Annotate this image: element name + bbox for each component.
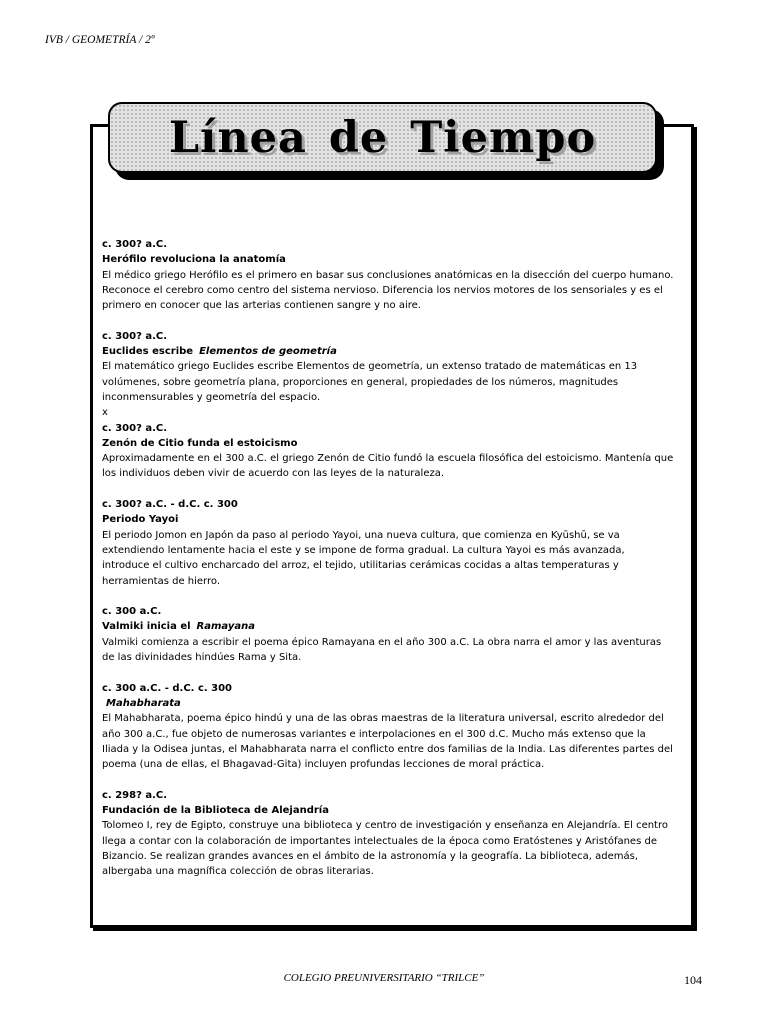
entry-body: El matemático griego Euclides escribe Elementos de geometría, un extenso tratado de matemáticas en 13 volúmenes, sobre geometría plana, proporciones en general, propiedades de los números, magnitudes inconmensurables y geometría del espacio. — [102, 361, 638, 403]
timeline-content — [102, 237, 674, 895]
entry-body: El médico griego Herófilo es el primero en basar sus conclusiones anatómicas en la disección del cuerpo humano. Reconoce el cerebro como centro del sistema nervioso. Diferencia los nervios motores de los sensoriales y es el primero en conocer que las arterias contienen sangre y no aire. — [102, 269, 674, 312]
entry-headline: Fundación de la Biblioteca de Alejandría — [102, 804, 329, 816]
entry-body: Valmiki comienza a escribir el poema épico Ramayana en el año 300 a.C. La obra narra el amor y las aventuras de las divinidades hindúes Rama y Sita. — [102, 636, 662, 664]
entry-date: c. 300? a.C. - d.C. c. 300 — [102, 499, 238, 511]
entry-date: c. 300? a.C. — [102, 422, 168, 434]
running-header: IVB / GEOMETRÍA / 2º — [45, 34, 155, 46]
timeline-entry — [102, 497, 674, 589]
entry-date: c. 300? a.C. — [102, 330, 168, 342]
entry-date: c. 300 a.C. - d.C. c. 300 — [102, 682, 233, 694]
entry-headline: Valmiki inicia el Ramayana — [102, 621, 255, 633]
entry-headline: Herófilo revoluciona la anatomía — [102, 254, 286, 266]
entry-headline-title: Mahabharata — [106, 697, 181, 709]
entry-date: c. 298? a.C. — [102, 789, 168, 801]
entry-body: Tolomeo I, rey de Egipto, construye una biblioteca y centro de investigación y enseñanza en Alejandría. El centro llega a contar con la colaboración de importantes intelectuales de la época como Eratóstenes y Aristófanes de Bizancio. Se realizan grandes avances en el ámbito de la astronomía y la geografía. La biblioteca, además, albergaba una magnífica colección de obras literarias. — [102, 820, 668, 878]
entry-date: c. 300? a.C. — [102, 239, 168, 250]
footer-school-name: COLEGIO PREUNIVERSITARIO “TRILCE” — [283, 972, 485, 984]
page-title: Línea de Tiempo — [168, 112, 597, 163]
timeline-entry — [102, 788, 674, 880]
entry-headline: Periodo Yayoi — [102, 514, 179, 526]
entry-headline: Euclides escribe Elementos de geometría — [102, 346, 337, 358]
timeline-entry — [102, 237, 674, 313]
timeline-entry — [102, 421, 674, 482]
stray-mark: x — [102, 407, 108, 419]
entry-headline-title: Ramayana — [196, 621, 255, 633]
timeline-entry — [102, 681, 674, 773]
entry-headline: Zenón de Citio funda el estoicismo — [102, 437, 298, 449]
entry-headline — [102, 696, 674, 711]
timeline-entry — [102, 604, 674, 665]
page-number: 104 — [684, 973, 702, 987]
title-banner — [108, 102, 657, 173]
entry-date: c. 300 a.C. — [102, 606, 162, 618]
entry-headline-title: Elementos de geometría — [199, 346, 337, 358]
entry-body: El periodo Jomon en Japón da paso al periodo Yayoi, una nueva cultura, que comienza en Kyūshū, se va extendiendo lentamente hacia el este y se impone de forma gradual. La cultura Yayoi es más avanzada, introduce el cultivo encharcado del arroz, el tejido, utilitarias cerámicas cocidas a altas temperaturas y herramientas de hierro. — [102, 529, 625, 587]
entry-body: Aproximadamente en el 300 a.C. el griego Zenón de Citio fundó la escuela filosófica del estoicismo. Mantenía que los individuos deben vivir de acuerdo con las leyes de la naturaleza. — [102, 453, 674, 480]
entry-body: El Mahabharata, poema épico hindú y una de las obras maestras de la literatura universal, escrito alrededor del año 300 a.C., fue objeto de numerosas variantes e interpolaciones en el 300 d.C. Mucho más extenso que la Iliada y la Odisea juntas, el Mahabharata narra el conflicto entre dos familias de la India. Las diferentes partes del poema (una de ellas, el Bhagavad-Gita) incluyen profundas lecciones de moral práctica. — [102, 713, 673, 771]
timeline-entry — [102, 329, 674, 421]
